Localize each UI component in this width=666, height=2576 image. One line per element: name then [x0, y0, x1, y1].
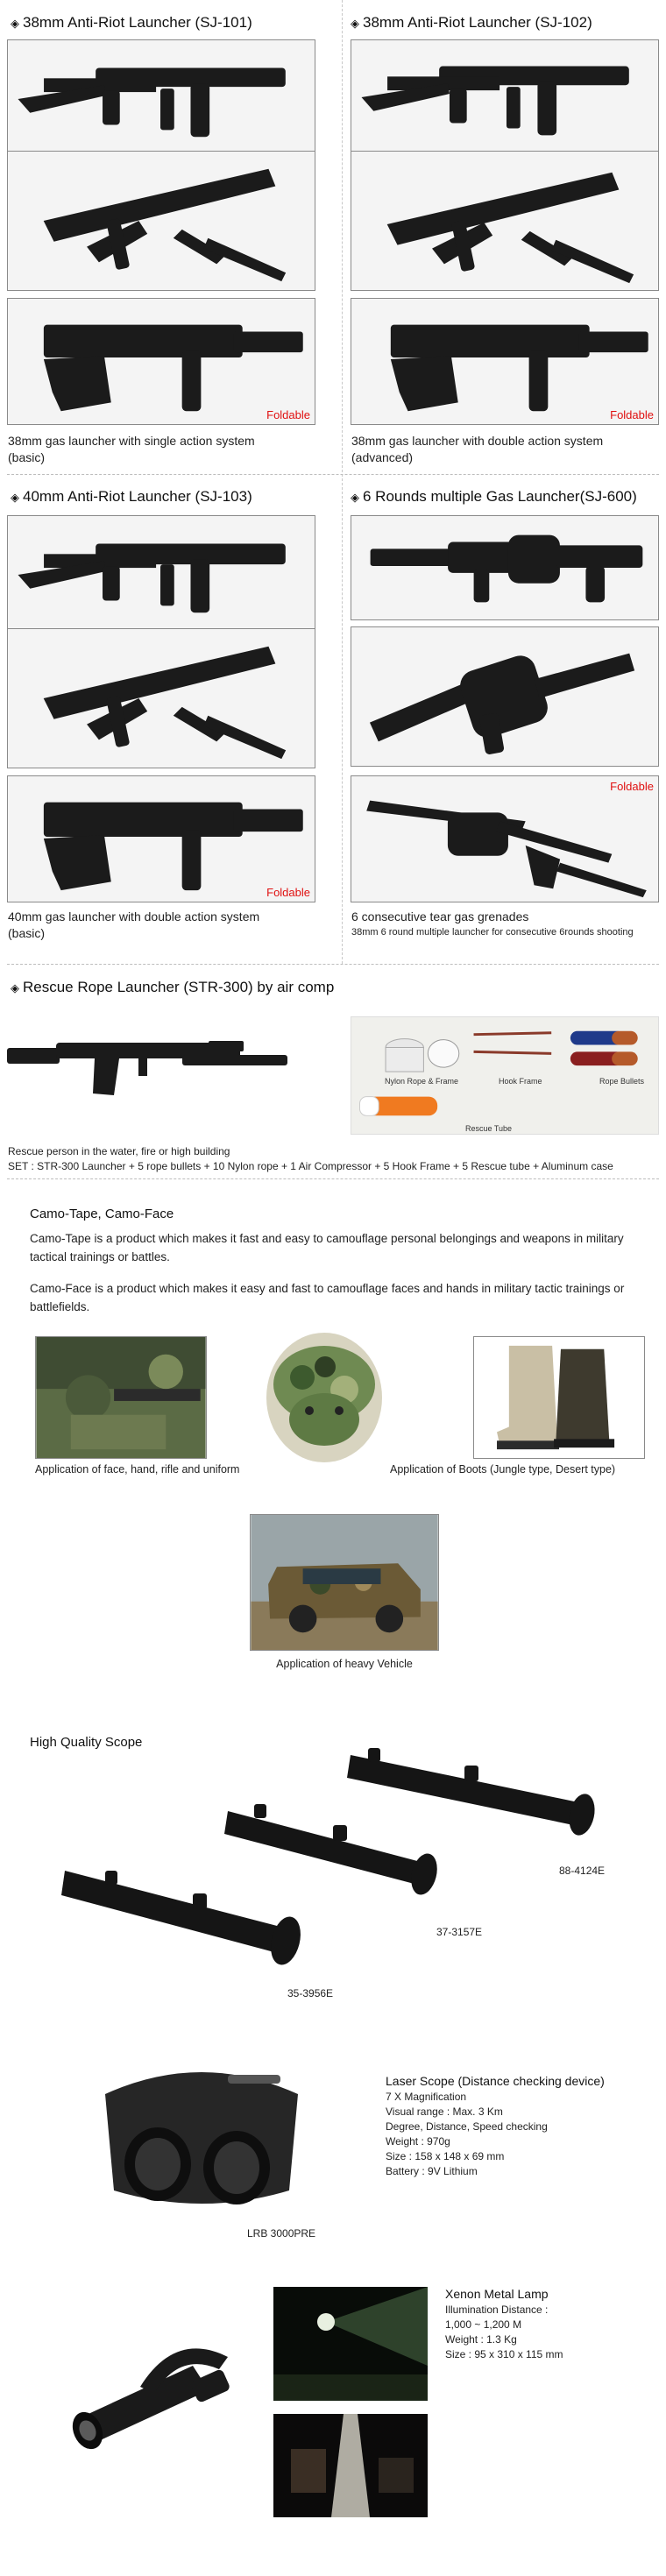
camo-vehicle-caption: Application of heavy Vehicle [276, 1658, 413, 1670]
lamp-spec: Weight : 1.3 Kg [445, 2333, 517, 2346]
foldable-label: Foldable [266, 408, 310, 421]
rescue-tube-label: Rescue Tube [465, 1124, 513, 1133]
laser-spec: Size : 158 x 148 x 69 mm [386, 2150, 505, 2162]
sj600-photo-side [351, 515, 659, 620]
sj103-title: ◈ 40mm Anti-Riot Launcher (SJ-103) [11, 488, 252, 505]
sj101-title: ◈ 38mm Anti-Riot Launcher (SJ-101) [11, 14, 252, 31]
camo-face-photo [35, 1336, 207, 1459]
scope-model-3: 35-3956E [287, 1987, 334, 1999]
sj101-photo-folded [7, 298, 315, 425]
sj600-photo-folded [351, 775, 659, 902]
lamp-spec: Illumination Distance : [445, 2304, 549, 2316]
scope-model-1: 88-4124E [559, 1865, 606, 1877]
laser-model-label: LRB 3000PRE [247, 2227, 316, 2240]
laser-spec: Degree, Distance, Speed checking [386, 2120, 548, 2133]
laser-spec: Weight : 970g [386, 2135, 450, 2148]
divider [7, 474, 659, 475]
rescue-launcher-photo [7, 1016, 329, 1100]
divider [7, 964, 659, 965]
lamp-beam-photo-1 [273, 2287, 428, 2401]
camo-face-caption: Application of face, hand, rifle and uniform [35, 1463, 240, 1476]
camo-tape-paragraph: Camo-Tape is a product which makes it fast and easy to camouflage personal belongings and weapons in military tactical trainings or battles. [30, 1232, 624, 1263]
lamp-info [445, 2287, 655, 2362]
diamond-icon: ◈ [11, 491, 19, 504]
scopes-photo [53, 1739, 648, 1985]
scope-title: High Quality Scope [30, 1735, 143, 1750]
foldable-label: Foldable [610, 408, 654, 421]
camo-boots-photo [473, 1336, 645, 1459]
sj103-photo-side [7, 515, 315, 631]
lamp-title: Xenon Metal Lamp [445, 2287, 549, 2301]
diamond-icon: ◈ [351, 17, 359, 30]
camo-mask-photo [259, 1332, 390, 1463]
diamond-icon: ◈ [11, 981, 19, 994]
scope-model-2: 37-3157E [436, 1926, 483, 1938]
laser-spec: Visual range : Max. 3 Km [386, 2105, 503, 2118]
rope-bullets-label: Rope Bullets [599, 1077, 645, 1086]
diamond-icon: ◈ [351, 491, 359, 504]
sj101-caption: 38mm gas launcher with single action system (basic) [8, 434, 255, 464]
sj101-photo-angle [7, 151, 315, 291]
sj600-photo-angle [351, 626, 659, 767]
nylon-rope-label: Nylon Rope & Frame [385, 1077, 459, 1086]
camo-title: Camo-Tape, Camo-Face [30, 1207, 174, 1221]
sj102-photo-angle [351, 151, 659, 291]
laser-rangefinder-photo [70, 2050, 333, 2217]
rescue-kit-photo [351, 1016, 659, 1135]
sj600-caption: 6 consecutive tear gas grenades 38mm 6 round multiple launcher for consecutive 6rounds shooting [351, 909, 634, 938]
laser-info [386, 2074, 657, 2179]
rescue-description: Rescue person in the water, fire or high building SET : STR-300 Launcher + 5 rope bullets + 10 Nylon rope + 1 Air Compressor + 5 Hook Frame + 5 Rescue tube + Aluminum case [8, 1145, 613, 1172]
sj103-photo-angle [7, 628, 315, 768]
sj103-photo-folded [7, 775, 315, 902]
camo-face-paragraph: Camo-Face is a product which makes it easy and fast to camouflage faces and hands in military tactic trainings or battlefields. [30, 1282, 625, 1313]
sj102-photo-side [351, 39, 659, 155]
divider [7, 1178, 659, 1179]
laser-title: Laser Scope (Distance checking device) [386, 2074, 605, 2088]
sj101-photo-side [7, 39, 315, 155]
sj102-title: ◈ 38mm Anti-Riot Launcher (SJ-102) [351, 14, 592, 31]
hook-frame-label: Hook Frame [499, 1077, 542, 1086]
foldable-label: Foldable [266, 886, 310, 899]
sj600-title: ◈ 6 Rounds multiple Gas Launcher(SJ-600) [351, 488, 637, 505]
column-divider [342, 0, 343, 964]
laser-spec: 7 X Magnification [386, 2091, 467, 2103]
lamp-spec: 1,000 ~ 1,200 M [445, 2318, 522, 2331]
sj102-caption: 38mm gas launcher with double action system (advanced) [351, 434, 604, 464]
camo-vehicle-photo [250, 1514, 439, 1651]
sj103-caption: 40mm gas launcher with double action system (basic) [8, 909, 260, 940]
foldable-label: Foldable [610, 780, 654, 793]
camo-boots-caption: Application of Boots (Jungle type, Desert type) [390, 1463, 616, 1476]
lamp-photo [53, 2322, 254, 2453]
lamp-beam-photo-2 [273, 2414, 428, 2517]
lamp-spec: Size : 95 x 310 x 115 mm [445, 2348, 563, 2360]
sj102-photo-folded [351, 298, 659, 425]
laser-spec: Battery : 9V Lithium [386, 2165, 478, 2177]
diamond-icon: ◈ [11, 17, 19, 30]
rescue-title: ◈ Rescue Rope Launcher (STR-300) by air comp [11, 979, 335, 995]
